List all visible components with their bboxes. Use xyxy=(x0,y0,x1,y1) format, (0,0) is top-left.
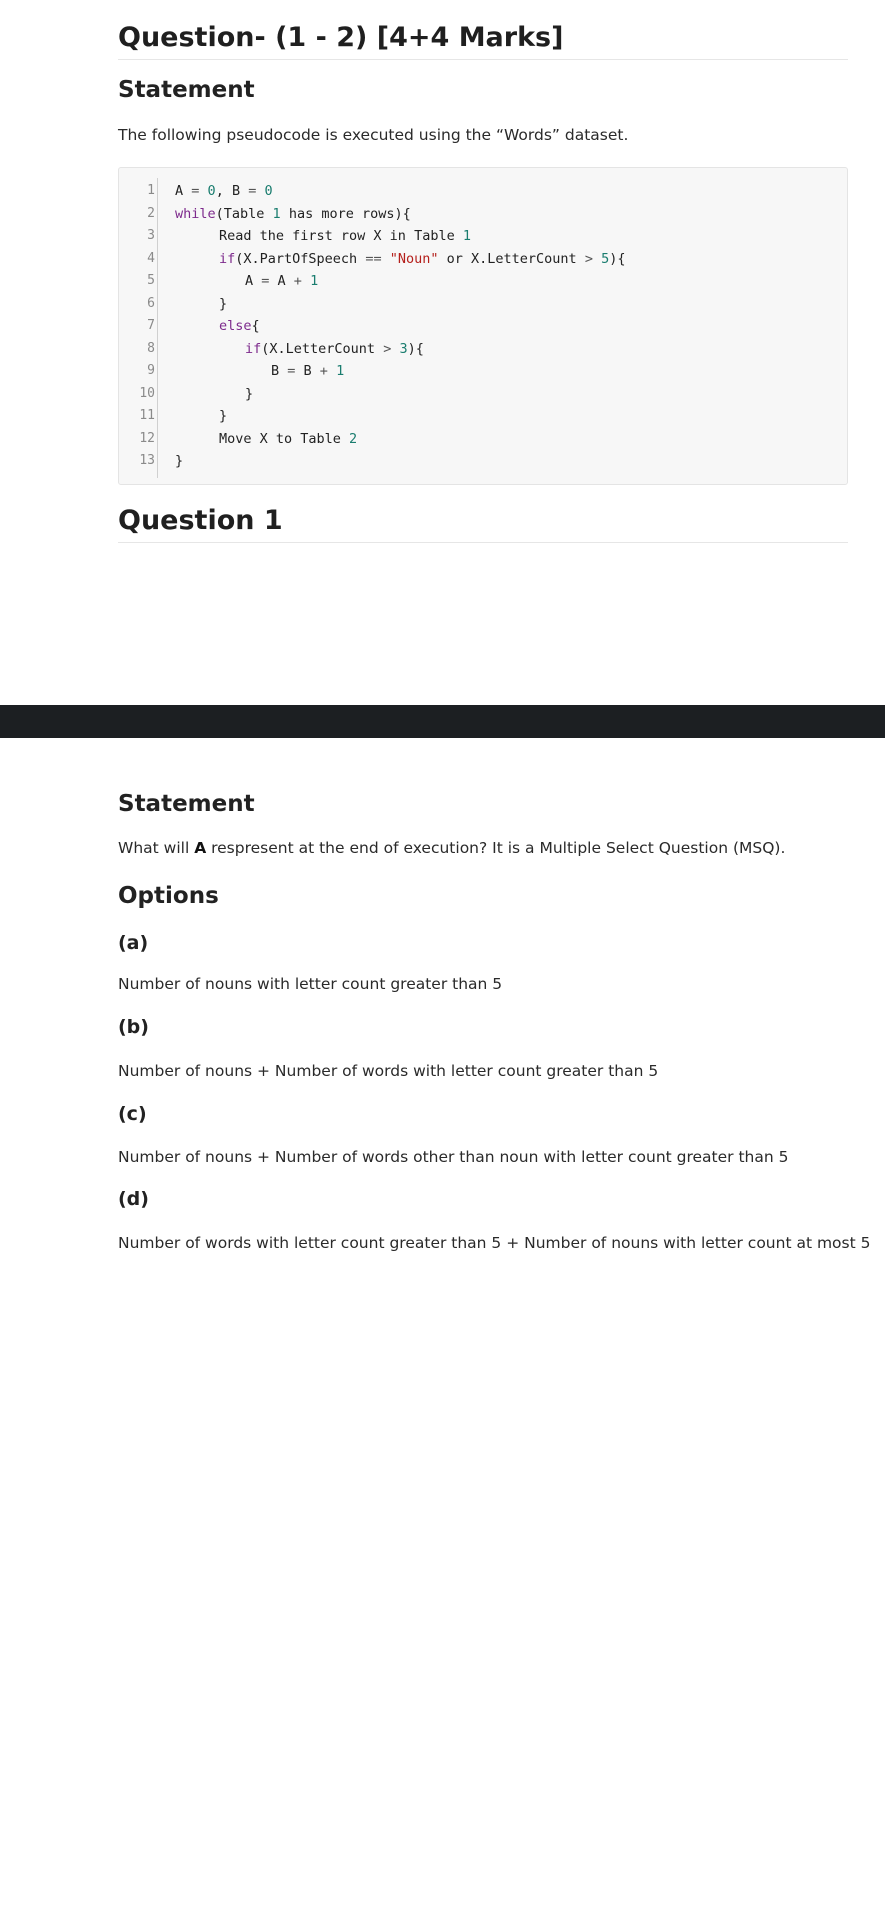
option-c-label[interactable]: (c) xyxy=(118,1103,147,1125)
code-line: A = 0, B = 0 xyxy=(175,183,273,199)
code-line: } xyxy=(175,453,184,469)
options-heading: Options xyxy=(118,883,219,909)
statement-text-post: respresent at the end of execution? It is a Multiple Select Question (MSQ). xyxy=(206,839,786,857)
line-number: 10 xyxy=(139,385,155,401)
line-number: 2 xyxy=(147,205,155,221)
code-line: B = B + 1 xyxy=(271,363,345,379)
code-line: A = A + 1 xyxy=(245,273,319,289)
code-line: if(X.PartOfSpeech == "Noun" or X.LetterCount > 5){ xyxy=(219,250,626,267)
line-number: 4 xyxy=(147,250,155,266)
option-b-label[interactable]: (b) xyxy=(118,1016,149,1038)
statement-heading: Statement xyxy=(118,791,255,817)
line-number: 9 xyxy=(147,363,155,378)
line-number-gutter xyxy=(119,180,159,484)
option-d-text[interactable]: Number of words with letter count greater than 5 + Number of nouns with letter count at most 5 xyxy=(118,1234,871,1252)
code-line: while(Table 1 has more rows){ xyxy=(175,205,411,222)
statement-heading: Statement xyxy=(118,77,255,103)
option-b-text[interactable]: Number of nouns + Number of words with letter count greater than 5 xyxy=(118,1062,659,1080)
code-line: if(X.LetterCount > 3){ xyxy=(245,340,424,357)
code-line: Read the first row X in Table 1 xyxy=(219,228,471,244)
question-1-heading: Question 1 xyxy=(118,507,848,543)
pseudocode-block xyxy=(118,167,848,485)
line-number: 3 xyxy=(147,228,155,243)
option-a-label[interactable]: (a) xyxy=(118,932,149,954)
code-line: else{ xyxy=(219,318,260,334)
code-line: } xyxy=(219,295,228,312)
option-c-text[interactable]: Number of nouns + Number of words other than noun with letter count greater than 5 xyxy=(118,1148,789,1166)
statement-text-bold: A xyxy=(194,839,207,857)
line-number: 11 xyxy=(139,408,155,423)
option-d-label[interactable]: (d) xyxy=(118,1188,149,1210)
line-number: 12 xyxy=(139,430,155,446)
line-number: 7 xyxy=(147,318,155,333)
code-line: } xyxy=(245,385,254,402)
page-divider-band xyxy=(0,705,885,738)
code-line: Move X to Table 2 xyxy=(219,430,358,447)
line-number: 6 xyxy=(147,295,155,311)
line-number: 1 xyxy=(147,183,155,198)
line-number: 5 xyxy=(147,273,155,288)
question-group-title: Question- (1 - 2) [4+4 Marks] xyxy=(118,24,848,60)
statement-text-pre: What will xyxy=(118,839,195,857)
statement-text: The following pseudocode is executed using the “Words” dataset. xyxy=(118,126,629,144)
option-a-text[interactable]: Number of nouns with letter count greater than 5 xyxy=(118,975,503,993)
line-number: 8 xyxy=(147,340,155,356)
question-statement xyxy=(118,839,848,858)
code-line: } xyxy=(219,408,228,424)
line-number: 13 xyxy=(139,453,155,468)
